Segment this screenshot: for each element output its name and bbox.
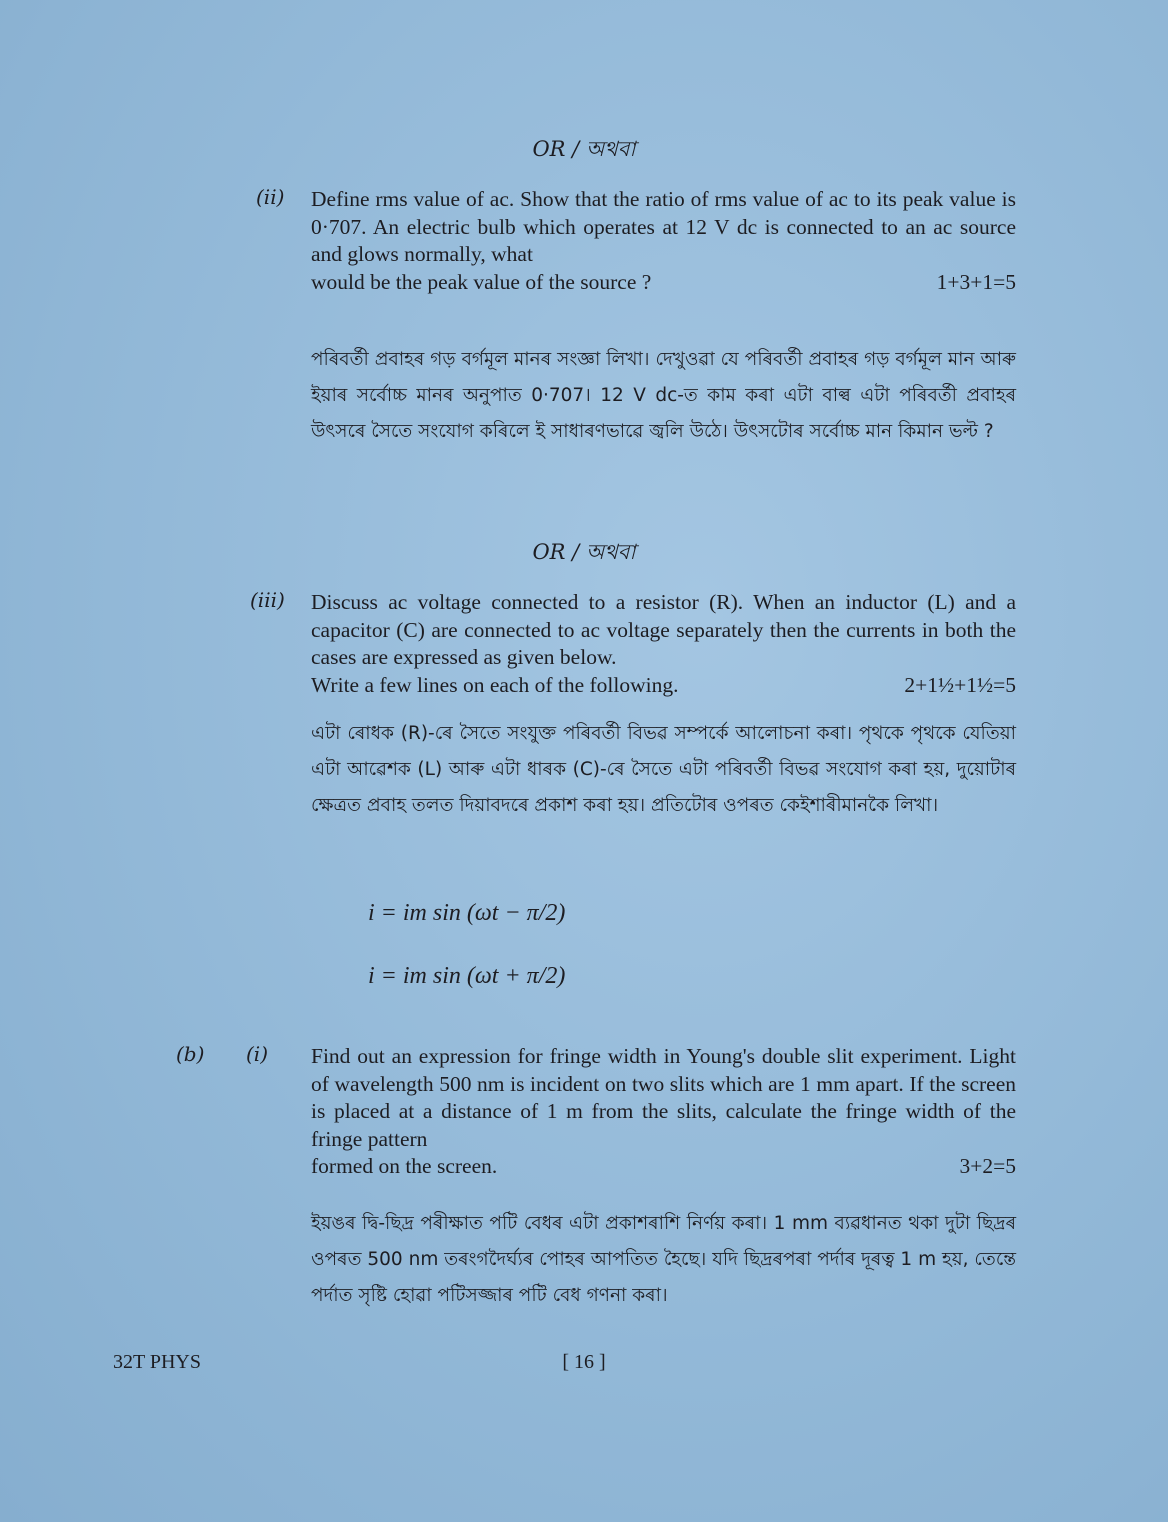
question-assamese-text: পৰিবৰ্তী প্ৰবাহৰ গড় বৰ্গমূল মানৰ সংজ্ঞা লিখা। দেখুওৱা যে পৰিবৰ্তী প্ৰবাহৰ গড় বৰ্গমূল মান আৰু ইয়াৰ সৰ্বোচ্চ মানৰ অনুপাত 0·707। 12 V dc-ত কাম কৰা এটা বাল্ব এটা পৰিবৰ্তী প্ৰবাহৰ উৎসৰে সৈতে সংযোগ কৰিলে ই সাধাৰণভাৱে জ্বলি উঠে। উৎসটোৰ সৰ্বোচ্চ মান কিমান ভল্ট ? (311, 349, 1016, 442)
or-divider (0, 536, 1168, 571)
question-english-text (311, 589, 1016, 699)
paper-code: 32T PHYS (113, 1351, 201, 1373)
question-english-body: Find out an expression for fringe width in Young's double slit experiment. Light of wavelength 500 nm is incident on two slits which are 1 mm apart. If the screen is placed at a distance of 1 m from the slits, calculate the fringe width of the fringe pattern (311, 1044, 1016, 1151)
question-english-body: Discuss ac voltage connected to a resistor (R). When an inductor (L) and a capacitor (C) are connected to ac voltage separately then the currents in both the cases are expressed as given below. (311, 590, 1016, 669)
question-english-text (311, 186, 1016, 296)
question-label: (i) (246, 1042, 269, 1066)
part-label: (b) (176, 1042, 205, 1066)
question-english-last-line (311, 269, 1016, 297)
equation-capacitor: i = im sin (ωt + π/2) (368, 963, 566, 989)
question-label: (ii) (256, 185, 285, 209)
question-english-last: Write a few lines on each of the following. (311, 672, 679, 697)
marks-allocation: 1+3+1=5 (936, 269, 1016, 294)
question-english-last-line (311, 672, 1016, 700)
question-label: (iii) (250, 588, 285, 612)
marks-allocation: 2+1½+1½=5 (904, 672, 1016, 697)
or-separator: / (565, 540, 586, 564)
question-assamese-text: এটা ৰোধক (R)-ৰে সৈতে সংযুক্ত পৰিবৰ্তী বিভৱ সম্পৰ্কে আলোচনা কৰা। পৃথকে পৃথকে যেতিয়া এটা আৱেশক (L) আৰু এটা ধাৰক (C)-ৰে সৈতে এটা পৰিবৰ্তী বিভৱ সংযোগ কৰা হয়, দুয়োটাৰ ক্ষেত্ৰত প্ৰবাহ তলত দিয়াবদৰে প্ৰকাশ কৰা হয়। প্ৰতিটোৰ ওপৰত কেইশাৰীমানকৈ লিখা। (311, 723, 1016, 816)
question-english-last: would be the peak value of the source ? (311, 269, 652, 294)
equation-inductor: i = im sin (ωt − π/2) (368, 900, 566, 926)
question-english-body: Define rms value of ac. Show that the ratio of rms value of ac to its peak value is 0·707. An electric bulb which operates at 12 V dc is connected to an ac source and glows normally, what (311, 187, 1016, 266)
question-english-last: formed on the screen. (311, 1154, 498, 1178)
question-assamese-text: ইয়ঙৰ দ্বি-ছিদ্ৰ পৰীক্ষাত পটি বেধৰ এটা প্ৰকাশৰাশি নিৰ্ণয় কৰা। 1 mm ব্যৱধানত থকা দুটা ছিদ্ৰৰ ওপৰত 500 nm তৰংগদৈৰ্ঘ্যৰ পোহৰ আপতিত হৈছে। যদি ছিদ্ৰৰপৰা পৰ্দাৰ দূৰত্ব 1 m হয়, তেন্তে পৰ্দাত সৃষ্টি হোৱা পটিসজ্জাৰ পটি বেধ গণনা কৰা। (311, 1213, 1016, 1306)
or-divider (0, 133, 1168, 168)
or-assamese: অথবা (585, 137, 636, 161)
marks-allocation: 3+2=5 (959, 1154, 1016, 1178)
or-english: OR (532, 137, 566, 161)
or-separator: / (565, 137, 586, 161)
question-english-text (311, 1043, 1016, 1181)
or-assamese: অথবা (585, 540, 636, 564)
question-english-last-line (311, 1153, 1016, 1181)
page-number: [ 16 ] (562, 1351, 606, 1373)
or-english: OR (532, 540, 566, 564)
